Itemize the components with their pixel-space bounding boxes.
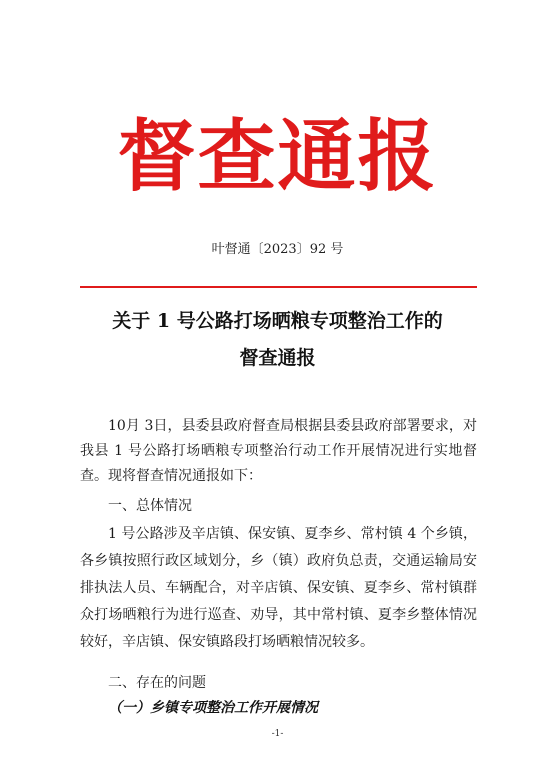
section-heading-problems: 二、存在的问题 — [108, 675, 206, 691]
document-title-line-2: 督查通报 — [239, 347, 316, 369]
document-title-line-1: 关于 1 号公路打场晒粮专项整治工作的 — [112, 310, 443, 332]
masthead-title: 督查通报 — [117, 112, 438, 202]
red-divider — [80, 286, 477, 288]
intro-paragraph: 10月 3日，县委县政府督查局根据县委县政府部署要求，对我县 1 号公路打场晒粮专项整治行动工作开展情况进行实地督查。现将督查情况通报如下： — [80, 418, 477, 484]
section-heading-overall: 一、总体情况 — [108, 498, 192, 514]
page-number: -1- — [271, 729, 284, 739]
document-number: 叶督通〔2023〕92 号 — [211, 242, 344, 257]
subsection-heading: （一）乡镇专项整治工作开展情况 — [108, 700, 318, 716]
overall-paragraph: 1 号公路涉及辛店镇、保安镇、夏李乡、常村镇 4 个乡镇，各乡镇按照行政区域划分，乡（镇）政府负总责，交通运输局安排执法人员、车辆配合，对辛店镇、保安镇、夏李乡、常村镇群众打场晒粮行为进行巡查、劝导，其中常村镇、夏李乡整体情况较好，辛店镇、保安镇路段打场晒粮情况较多。 — [80, 526, 477, 650]
